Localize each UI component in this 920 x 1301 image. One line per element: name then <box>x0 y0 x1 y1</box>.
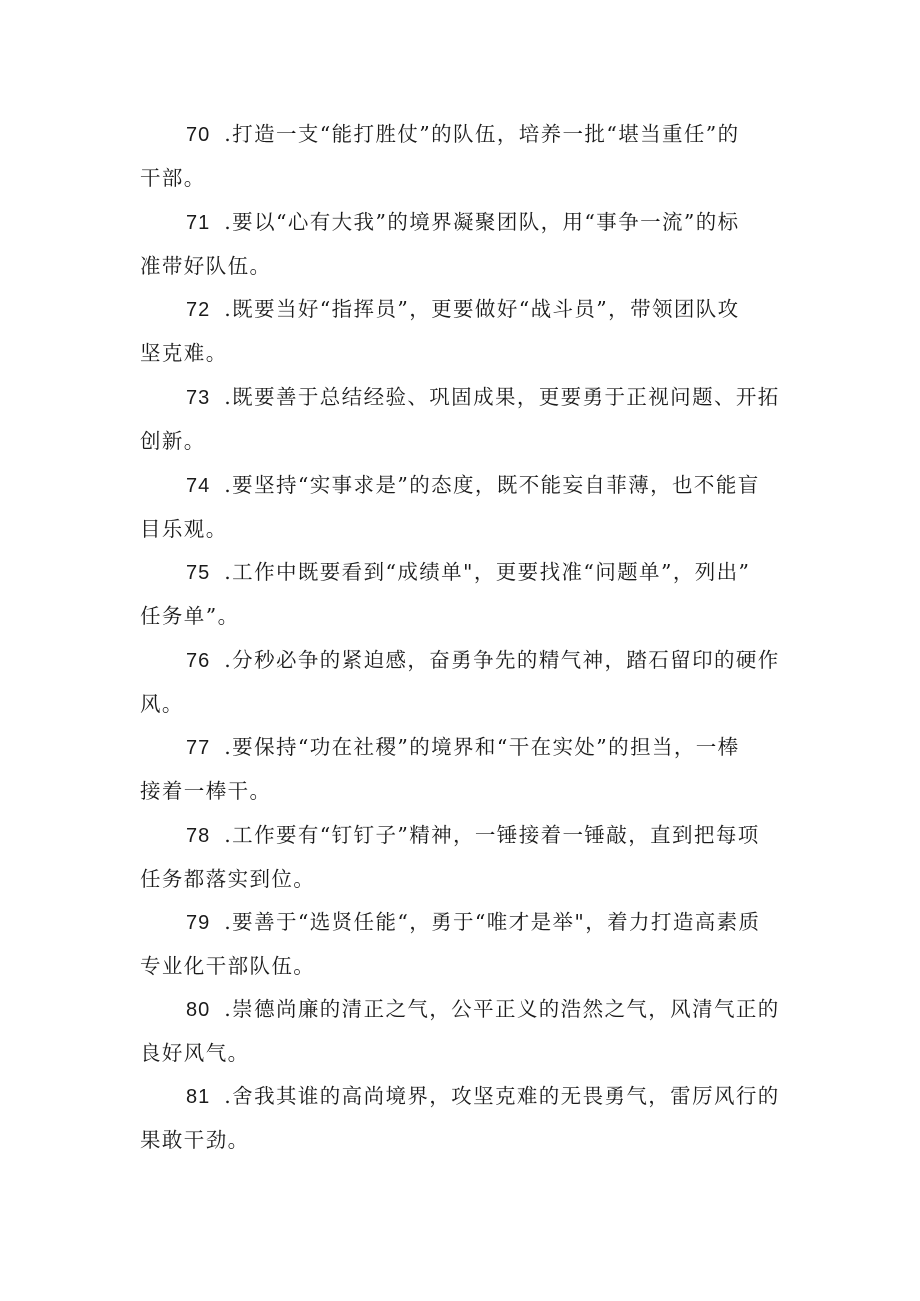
item-second-line: 干部。 <box>140 166 206 190</box>
item-text: .要保持“功在社稷”的境界和“干在实处”的担当，一棒 <box>224 735 740 759</box>
list-item <box>140 901 780 988</box>
list-item <box>140 551 780 638</box>
item-first-line <box>140 988 780 1032</box>
item-number: 77 <box>186 737 211 759</box>
item-second-line: 风。 <box>140 692 184 716</box>
item-number: 81 <box>186 1086 211 1108</box>
list-item <box>140 988 780 1075</box>
item-text: .崇德尚廉的清正之气，公平正义的浩然之气，风清气正的 <box>224 997 780 1021</box>
list-item <box>140 814 780 901</box>
item-second-line: 目乐观。 <box>140 517 228 541</box>
item-number: 74 <box>186 475 211 497</box>
item-second-line: 坚克难。 <box>140 341 228 365</box>
item-first-line <box>140 113 780 157</box>
item-second-line: 果敢干劲。 <box>140 1128 250 1152</box>
list-item <box>140 464 780 551</box>
item-first-line <box>140 814 780 858</box>
item-second-line: 准带好队伍。 <box>140 254 272 278</box>
list-item <box>140 639 780 726</box>
list-item <box>140 201 780 288</box>
item-first-line <box>140 1075 780 1119</box>
item-first-line <box>140 726 780 770</box>
item-text: .既要当好“指挥员”，更要做好“战斗员”，带领团队攻 <box>224 297 740 321</box>
list-item <box>140 113 780 200</box>
item-number: 70 <box>186 124 211 146</box>
item-text: .要善于“选贤任能“，勇于“唯才是举"，着力打造高素质 <box>224 910 761 934</box>
item-text: .要以“心有大我”的境界凝聚团队，用“事争一流”的标 <box>224 210 740 234</box>
item-second-line: 专业化干部队伍。 <box>140 954 316 978</box>
item-first-line <box>140 901 780 945</box>
item-number: 75 <box>186 562 211 584</box>
item-text: .分秒必争的紧迫感，奋勇争先的精气神，踏石留印的硬作 <box>224 648 780 672</box>
item-second-line: 任务单”。 <box>140 604 240 628</box>
item-number: 73 <box>186 387 211 409</box>
item-number: 76 <box>186 650 211 672</box>
item-first-line <box>140 551 780 595</box>
item-second-line: 任务都落实到位。 <box>140 867 316 891</box>
item-text: .工作要有“钉钉子”精神，一锤接着一锤敲，直到把每项 <box>224 823 760 847</box>
item-second-line: 良好风气。 <box>140 1041 250 1065</box>
item-second-line: 创新。 <box>140 429 206 453</box>
item-text: .舍我其谁的高尚境界，攻坚克难的无畏勇气，雷厉风行的 <box>224 1084 780 1108</box>
list-item <box>140 288 780 375</box>
item-first-line <box>140 201 780 245</box>
list-item <box>140 1075 780 1162</box>
item-text: .工作中既要看到“成绩单"，更要找准“问题单”，列出” <box>224 560 751 584</box>
list-item <box>140 376 780 463</box>
item-text: .打造一支“能打胜仗”的队伍，培养一批“堪当重任”的 <box>224 122 740 146</box>
item-number: 72 <box>186 299 211 321</box>
item-first-line <box>140 376 780 420</box>
list-item <box>140 726 780 813</box>
item-number: 78 <box>186 825 211 847</box>
item-first-line <box>140 639 780 683</box>
item-number: 80 <box>186 999 211 1021</box>
item-text: .要坚持“实事求是”的态度，既不能妄自菲薄，也不能盲 <box>224 473 760 497</box>
item-number: 71 <box>186 212 211 234</box>
item-first-line <box>140 464 780 508</box>
item-number: 79 <box>186 912 211 934</box>
item-text: .既要善于总结经验、巩固成果，更要勇于正视问题、开拓 <box>224 385 780 409</box>
item-first-line <box>140 288 780 332</box>
item-second-line: 接着一棒干。 <box>140 779 272 803</box>
